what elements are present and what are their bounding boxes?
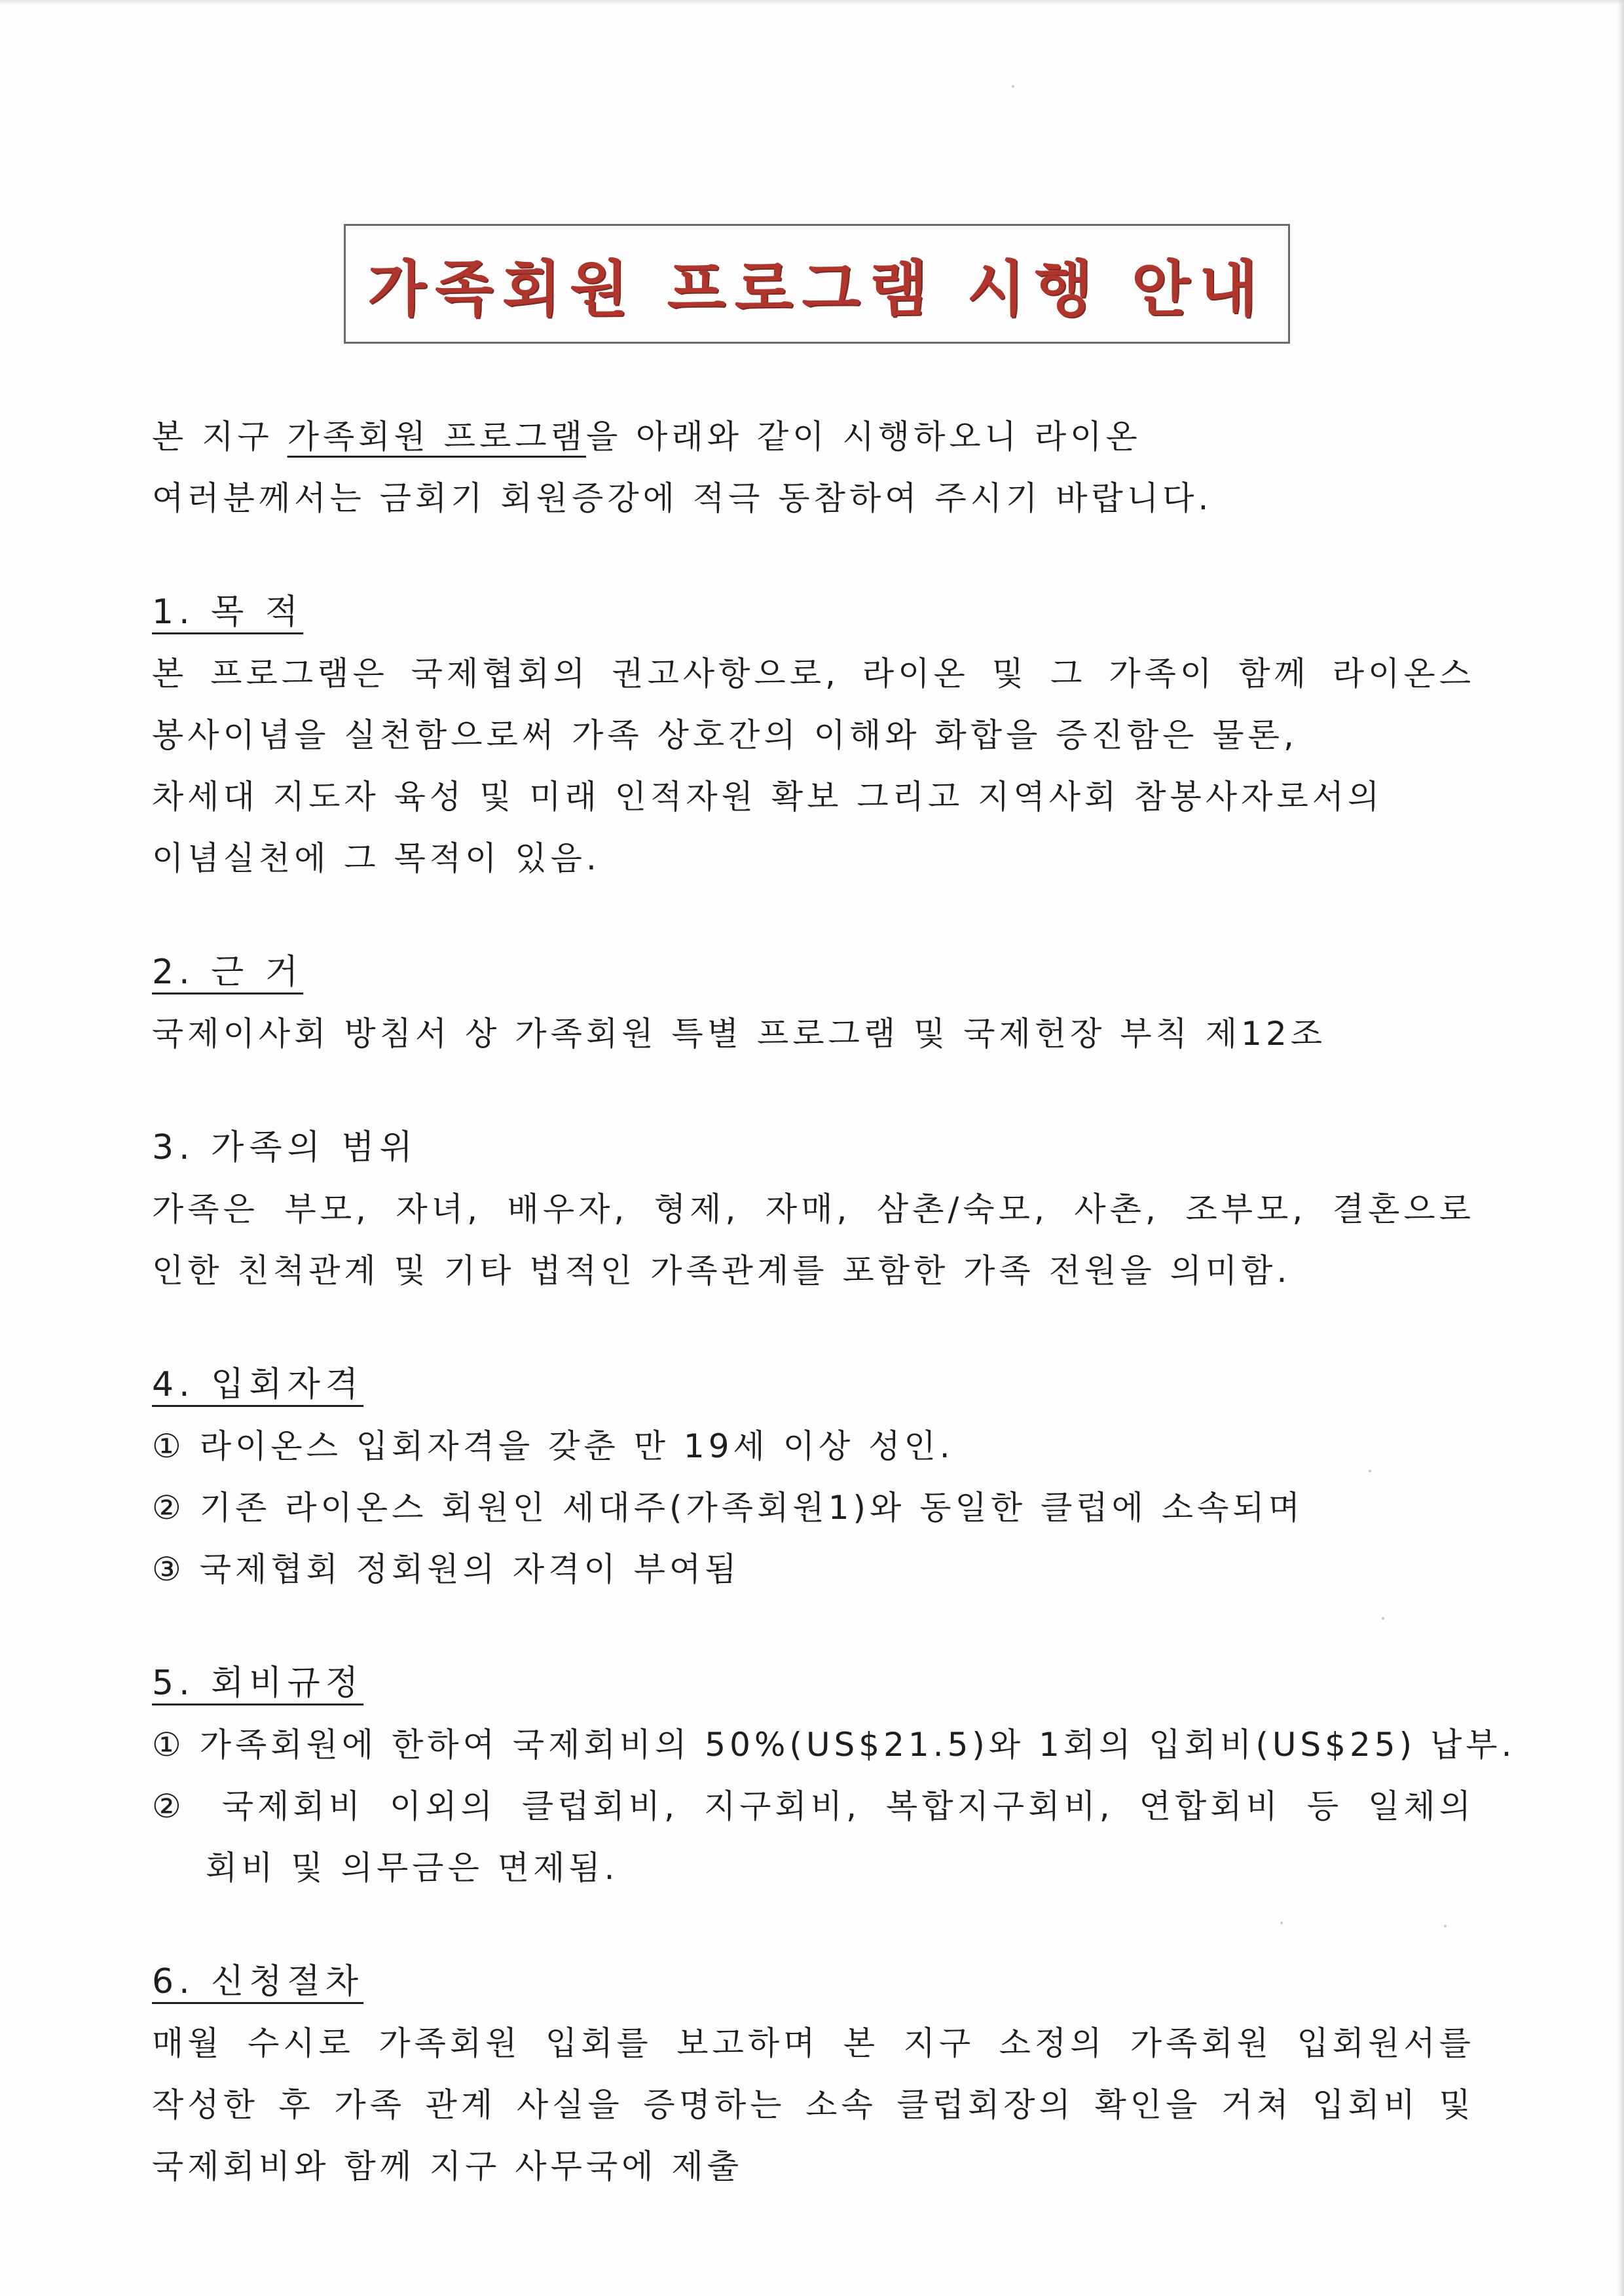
- section-heading-procedure: 6. 신청절차: [152, 1962, 364, 2001]
- scan-edge-right: [1617, 0, 1624, 2296]
- document-body: [152, 406, 1516, 2197]
- dues-item: ② 국제회비 이외의 클럽회비, 지구회비, 복합지구회비, 연합회비 등 일체의: [152, 1787, 1475, 1825]
- intro-line-1: [152, 406, 1475, 467]
- section-heading-basis: 2. 근 거: [152, 953, 304, 992]
- purpose-line: 본 프로그램은 국제협회의 권고사항으로, 라이온 및 그 가족이 함께 라이온스: [152, 655, 1475, 693]
- section-heading-purpose: 1. 목 적: [152, 592, 304, 632]
- section-heading-eligibility: 4. 입회자격: [152, 1365, 364, 1404]
- procedure-line: 작성한 후 가족 관계 사실을 증명하는 소속 클럽회장의 확인을 거쳐 입회비 및: [152, 2086, 1475, 2124]
- procedure-line: 국제회비와 함께 지구 사무국에 제출: [152, 2147, 743, 2185]
- eligibility-item: ② 기존 라이온스 회원인 세대주(가족회원1)와 동일한 클럽에 소속되며: [152, 1489, 1304, 1527]
- family-scope-line: 인한 친척관계 및 기타 법적인 가족관계를 포함한 가족 전원을 의미함.: [152, 1252, 1291, 1290]
- section-basis: [152, 941, 1475, 1065]
- dues-item-continued: 회비 및 의무금은 면제됨.: [206, 1849, 619, 1887]
- purpose-line: 봉사이념을 실천함으로써 가족 상호간의 이해와 화합을 증진함은 물론,: [152, 716, 1298, 754]
- intro-line-1-suffix: 을 아래와 같이 시행하오니 라이온: [585, 418, 1141, 456]
- eligibility-item: ③ 국제협회 정회원의 자격이 부여됨: [152, 1550, 741, 1588]
- section-procedure: [152, 1951, 1475, 2197]
- program-name-underlined: 가족회원 프로그램: [287, 418, 586, 456]
- intro-line-2: 여러분께서는 금회기 회원증강에 적극 동참하여 주시기 바랍니다.: [152, 479, 1213, 517]
- section-eligibility: [152, 1354, 1475, 1600]
- section-family-scope: [152, 1117, 1475, 1302]
- scan-speck: [1012, 85, 1014, 88]
- scan-speck: [1444, 1925, 1447, 1927]
- purpose-line: 차세대 지도자 육성 및 미래 인적자원 확보 그리고 지역사회 참봉사자로서의: [152, 778, 1384, 816]
- scan-speck: [1369, 1470, 1371, 1472]
- intro-paragraph: [152, 406, 1475, 529]
- title-box: [344, 224, 1290, 344]
- basis-line: 국제이사회 방침서 상 가족회원 특별 프로그램 및 국제헌장 부칙 제12조: [152, 1015, 1327, 1053]
- scan-speck: [1280, 1922, 1283, 1924]
- document-title: 가족회원 프로그램 시행 안내: [367, 253, 1266, 324]
- section-heading-family-scope: 3. 가족의 범위: [152, 1128, 418, 1167]
- family-scope-line: 가족은 부모, 자녀, 배우자, 형제, 자매, 삼촌/숙모, 사촌, 조부모, 결혼으로: [152, 1190, 1475, 1228]
- purpose-line: 이념실천에 그 목적이 있음.: [152, 839, 600, 877]
- section-heading-dues: 5. 회비규정: [152, 1664, 364, 1703]
- dues-item: ① 가족회원에 한하여 국제회비의 50%(US$21.5)와 1회의 입회비(US$25) 납부.: [152, 1726, 1516, 1764]
- intro-line-1-prefix: 본 지구: [152, 418, 287, 456]
- section-purpose: [152, 581, 1475, 889]
- scan-edge-top: [0, 0, 1624, 5]
- scan-speck: [1382, 1617, 1384, 1620]
- eligibility-item: ① 라이온스 입회자격을 갖춘 만 19세 이상 성인.: [152, 1427, 954, 1465]
- section-dues: [152, 1652, 1516, 1899]
- procedure-line: 매월 수시로 가족회원 입회를 보고하며 본 지구 소정의 가족회원 입회원서를: [152, 2024, 1475, 2062]
